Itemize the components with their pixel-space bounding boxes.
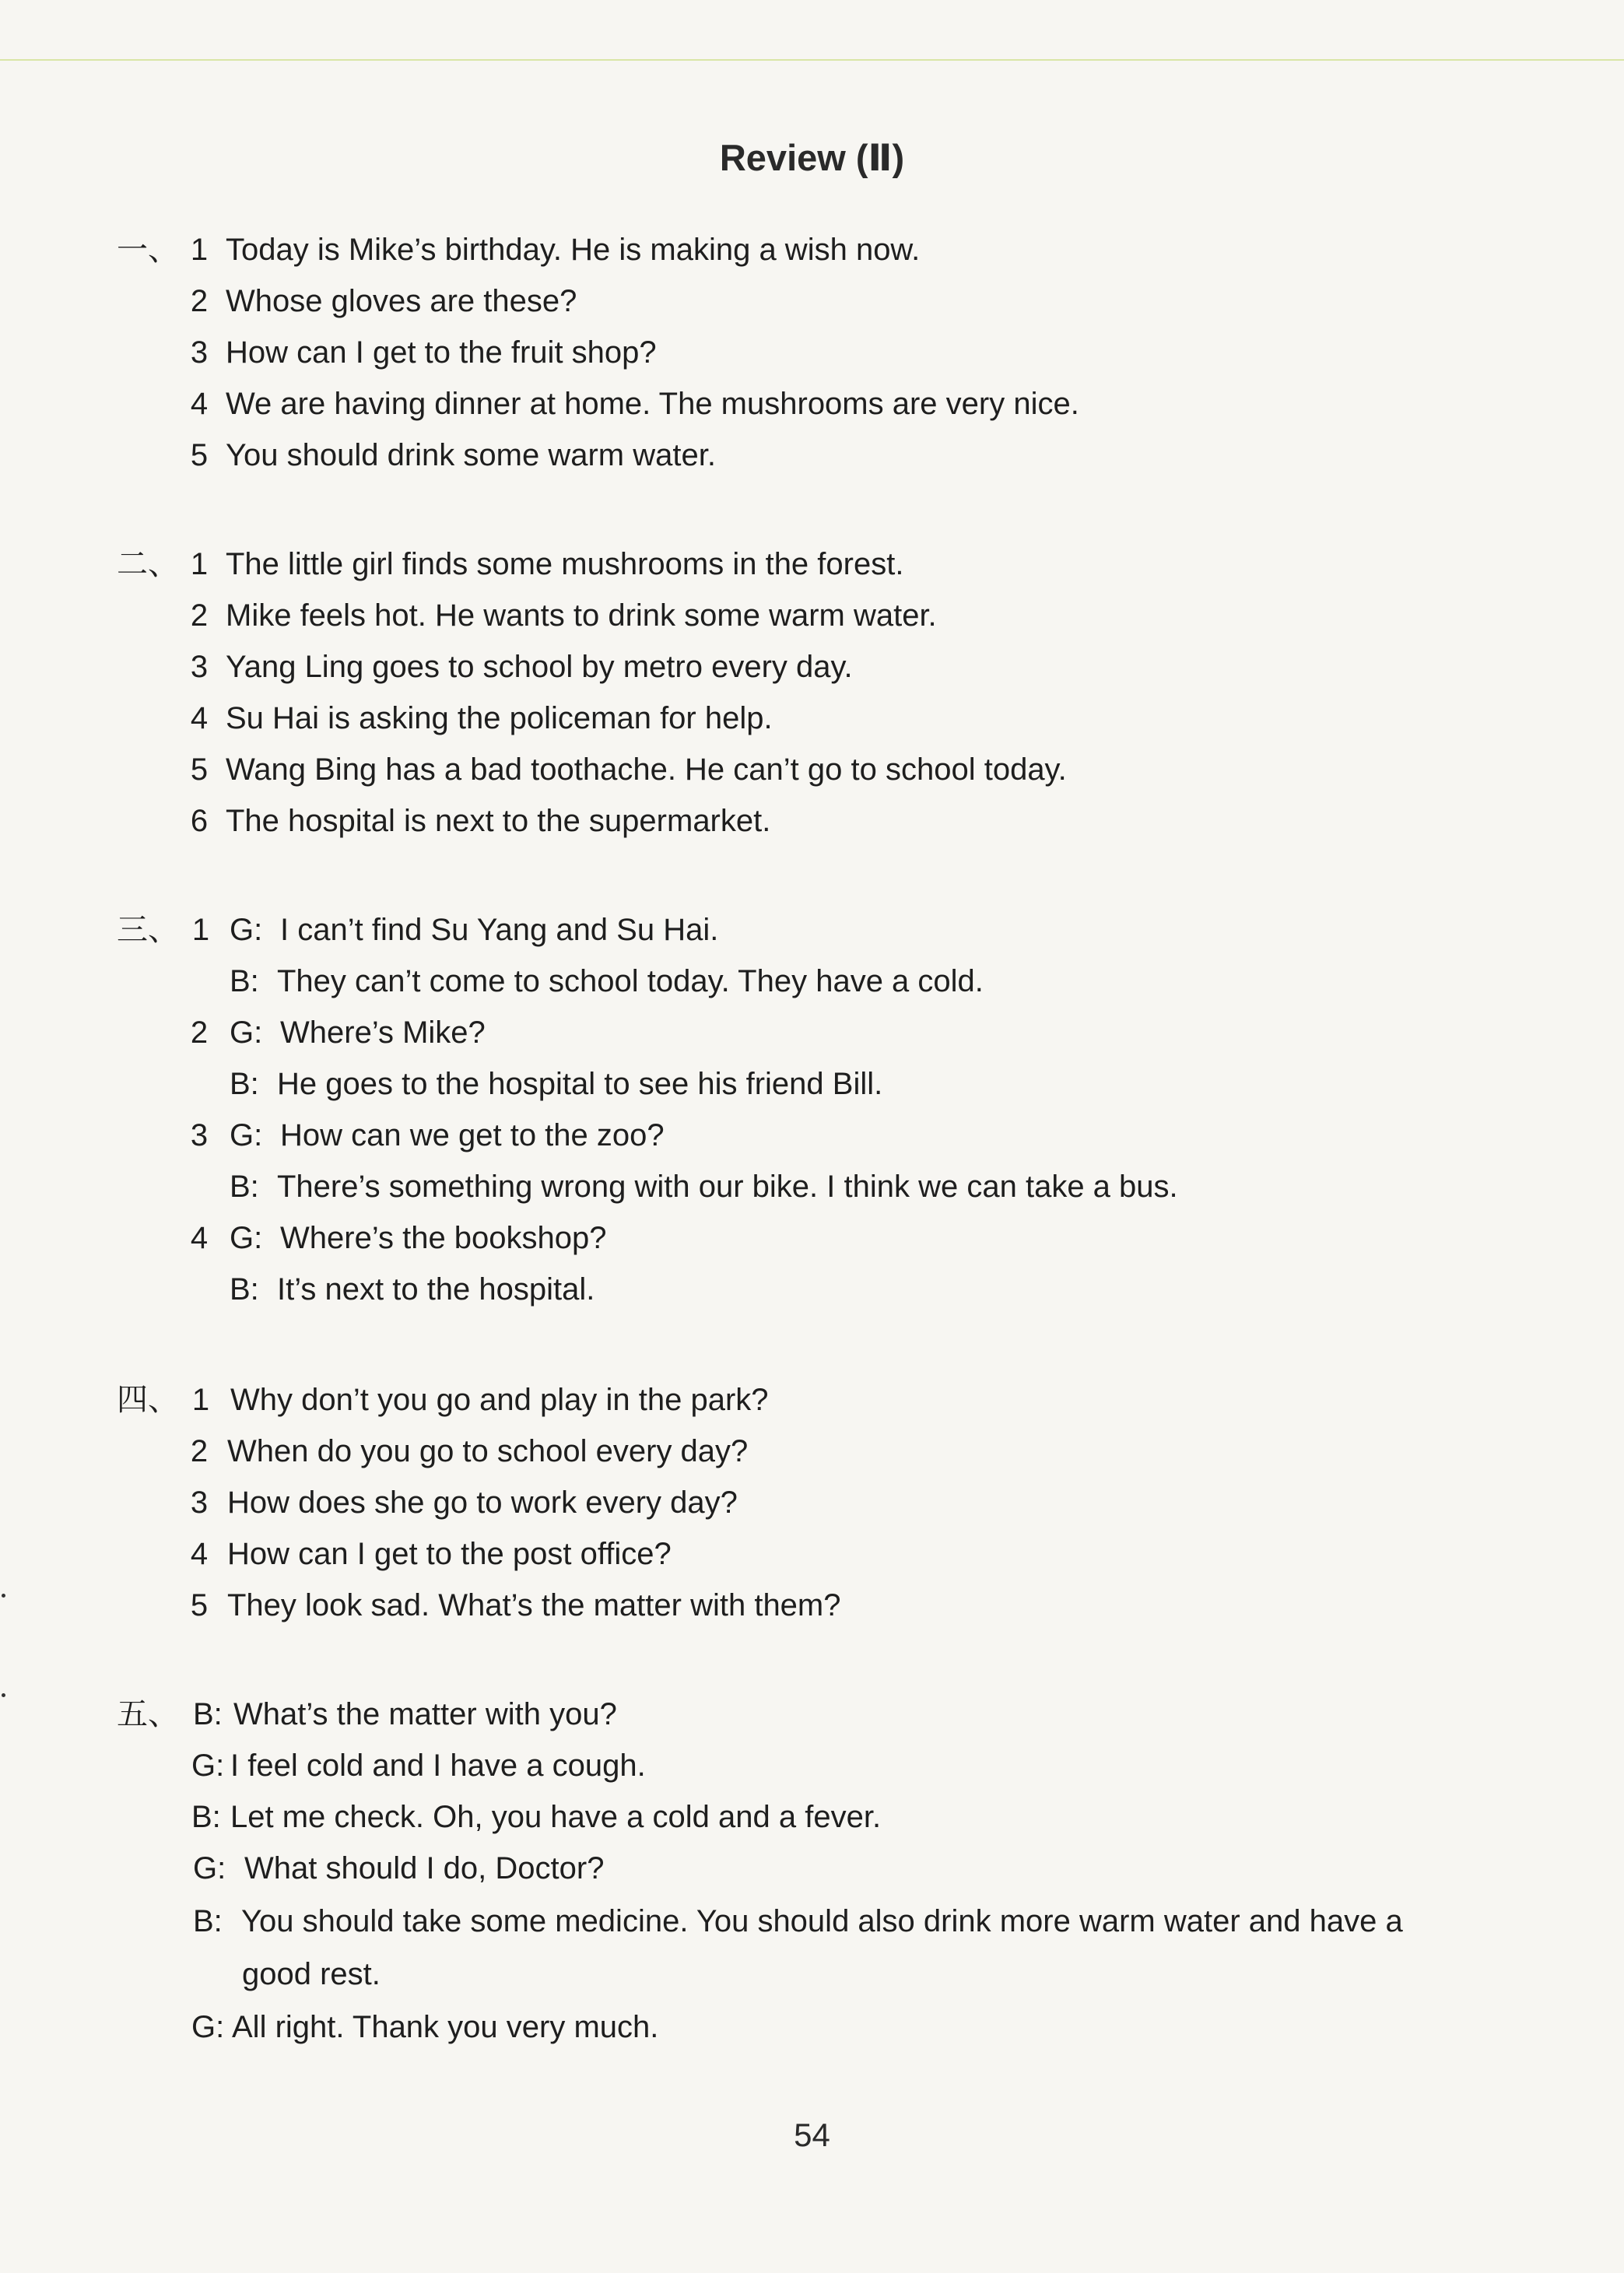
item-text: Whose gloves are these? bbox=[226, 284, 577, 318]
item-number: 4 bbox=[190, 387, 209, 421]
item-text: When do you go to school every day? bbox=[227, 1434, 749, 1468]
dialogue-text: You should take some medicine. You should also drink more warm water and have a bbox=[241, 1904, 1403, 1938]
item-number: 1 bbox=[190, 233, 209, 267]
dialogue-text: It’s next to the hospital. bbox=[277, 1272, 595, 1307]
item-number: 1 bbox=[191, 913, 210, 947]
section-1-marker: 一、 bbox=[117, 232, 179, 268]
dialogue-text: He goes to the hospital to see his friend Bill. bbox=[277, 1067, 883, 1101]
speaker-label: G: bbox=[191, 1749, 225, 1783]
speaker-label: B: bbox=[193, 1904, 223, 1938]
dialogue-text: I feel cold and I have a cough. bbox=[230, 1749, 646, 1783]
speaker-label: B: bbox=[230, 1170, 259, 1204]
speaker-label: B: bbox=[230, 964, 259, 998]
speaker-label: G: bbox=[230, 1118, 263, 1152]
item-number: 2 bbox=[190, 284, 209, 318]
dialogue-text: I can’t find Su Yang and Su Hai. bbox=[280, 913, 719, 947]
item-number: 3 bbox=[190, 650, 209, 684]
speaker-label: B: bbox=[230, 1067, 259, 1101]
page-title: Review (Ⅱ) bbox=[719, 137, 905, 178]
section-4-marker: 四、 bbox=[117, 1382, 179, 1418]
item-text: Yang Ling goes to school by metro every day. bbox=[226, 650, 853, 684]
scan-speck bbox=[2, 1693, 5, 1697]
top-rule bbox=[0, 59, 1624, 61]
item-number: 1 bbox=[191, 1383, 210, 1417]
item-number: 4 bbox=[190, 1221, 209, 1255]
item-text: Why don’t you go and play in the park? bbox=[230, 1383, 769, 1417]
item-text: They look sad. What’s the matter with them? bbox=[227, 1588, 841, 1622]
item-number: 2 bbox=[190, 1434, 209, 1468]
item-number: 3 bbox=[190, 1118, 209, 1152]
item-number: 6 bbox=[190, 804, 209, 838]
item-text: Today is Mike’s birthday. He is making a wish now. bbox=[226, 233, 921, 267]
speaker-label: B: bbox=[230, 1272, 259, 1307]
speaker-label: B: bbox=[193, 1697, 223, 1731]
dialogue-text: What should I do, Doctor? bbox=[244, 1851, 605, 1885]
dialogue-text: What’s the matter with you? bbox=[233, 1697, 617, 1731]
item-number: 5 bbox=[190, 752, 209, 787]
speaker-label: G: bbox=[193, 1851, 226, 1885]
item-text: How does she go to work every day? bbox=[227, 1486, 738, 1520]
section-3-marker: 三、 bbox=[117, 912, 179, 948]
dialogue-text: How can we get to the zoo? bbox=[280, 1118, 665, 1152]
speaker-label: B: bbox=[191, 1800, 221, 1834]
speaker-label: G: bbox=[191, 2010, 225, 2044]
item-text: How can I get to the fruit shop? bbox=[226, 335, 657, 370]
item-text: The little girl finds some mushrooms in the forest. bbox=[226, 547, 904, 581]
item-number: 4 bbox=[190, 1537, 209, 1571]
item-number: 3 bbox=[190, 335, 209, 370]
item-text: Wang Bing has a bad toothache. He can’t go to school today. bbox=[226, 752, 1067, 787]
item-text: You should drink some warm water. bbox=[226, 438, 716, 472]
item-text: Su Hai is asking the policeman for help. bbox=[226, 701, 773, 735]
dialogue-text: They can’t come to school today. They have a cold. bbox=[277, 964, 984, 998]
speaker-label: G: bbox=[230, 1221, 263, 1255]
item-number: 5 bbox=[190, 438, 209, 472]
item-number: 5 bbox=[190, 1588, 209, 1622]
dialogue-text: All right. Thank you very much. bbox=[232, 2010, 659, 2044]
scan-speck bbox=[2, 1594, 5, 1598]
dialogue-text: Let me check. Oh, you have a cold and a fever. bbox=[230, 1800, 882, 1834]
item-number: 4 bbox=[190, 701, 209, 735]
section-2-marker: 二、 bbox=[117, 546, 179, 582]
dialogue-text: There’s something wrong with our bike. I think we can take a bus. bbox=[277, 1170, 1178, 1204]
item-text: We are having dinner at home. The mushrooms are very nice. bbox=[226, 387, 1079, 421]
item-number: 1 bbox=[190, 547, 209, 581]
speaker-label: G: bbox=[230, 913, 263, 947]
page-number: 54 bbox=[794, 2117, 830, 2153]
item-text: The hospital is next to the supermarket. bbox=[226, 804, 771, 838]
item-number: 2 bbox=[190, 598, 209, 633]
section-5-marker: 五、 bbox=[117, 1696, 179, 1732]
dialogue-text: Where’s the bookshop? bbox=[280, 1221, 607, 1255]
item-number: 2 bbox=[190, 1015, 209, 1050]
dialogue-text: Where’s Mike? bbox=[280, 1015, 486, 1050]
item-text: Mike feels hot. He wants to drink some warm water. bbox=[226, 598, 937, 633]
dialogue-text: good rest. bbox=[242, 1957, 381, 1991]
item-text: How can I get to the post office? bbox=[227, 1537, 672, 1571]
item-number: 3 bbox=[190, 1486, 209, 1520]
speaker-label: G: bbox=[230, 1015, 263, 1050]
